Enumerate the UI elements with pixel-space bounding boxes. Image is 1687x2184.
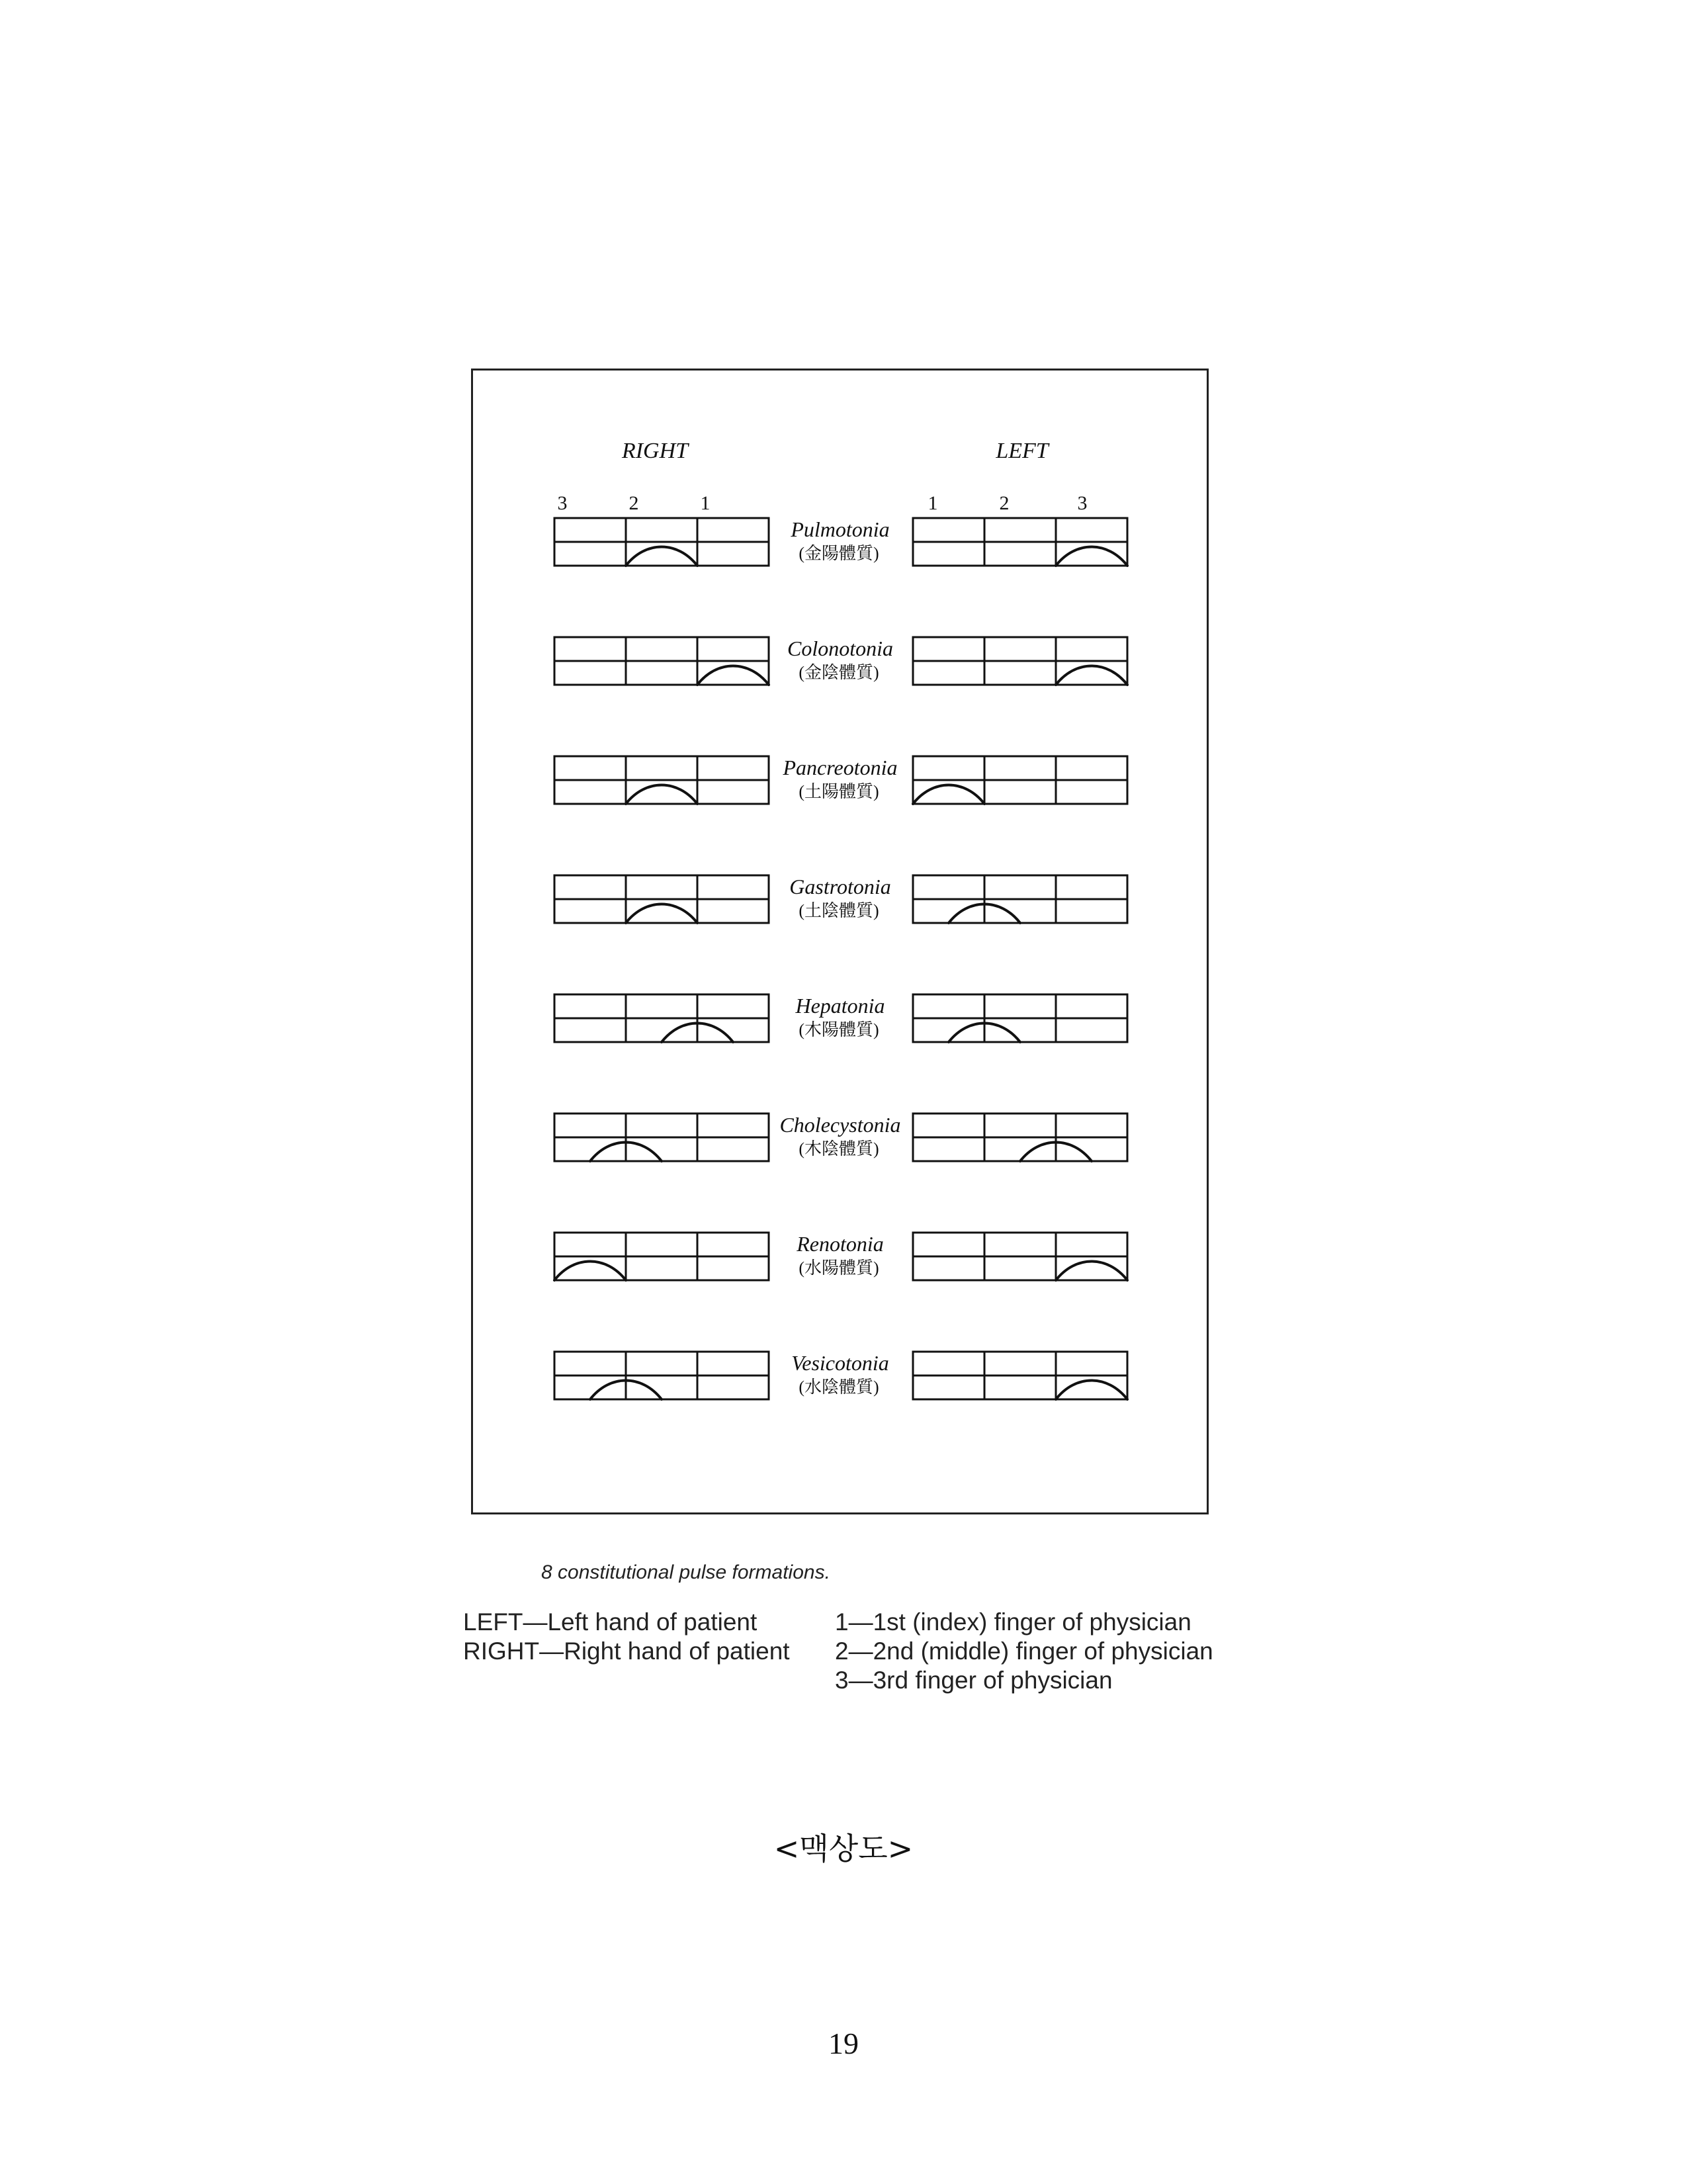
left-pulse-wave — [1056, 666, 1127, 685]
legend-item: LEFT—Left hand of patient — [463, 1608, 757, 1636]
constitution-name: Hepatonia — [795, 994, 885, 1018]
right-hand-box — [554, 875, 769, 923]
legend-item: 2—2nd (middle) finger of physician — [835, 1638, 1213, 1665]
left-pulse-wave — [1056, 1381, 1127, 1400]
constitution-hanja: (土陽體質) — [799, 782, 879, 801]
pulse-row — [554, 1113, 1127, 1161]
left-hand-box — [913, 1114, 1127, 1161]
right-hand-box — [554, 756, 769, 804]
right-hand-box — [554, 1352, 769, 1399]
constitution-name: Vesicotonia — [791, 1351, 889, 1375]
left-hand-label: LEFT — [996, 439, 1049, 463]
constitution-hanja: (木陽體質) — [799, 1020, 879, 1039]
right-hand-label: RIGHT — [621, 439, 689, 463]
figure-subtitle: <맥상도> — [773, 1831, 914, 1866]
legend-hands — [463, 1608, 790, 1666]
pulse-row — [554, 875, 1127, 923]
constitution-hanja: (土陰體質) — [799, 901, 879, 920]
right-hand-box — [554, 994, 769, 1042]
left-pulse-wave — [913, 785, 984, 805]
constitution-name: Colonotonia — [787, 636, 894, 660]
finger-number-left: 3 — [1077, 492, 1088, 514]
left-hand-box — [913, 518, 1127, 566]
constitution-hanja: (木陰體質) — [799, 1139, 879, 1158]
right-pulse-wave — [626, 785, 697, 805]
constitution-name: Gastrotonia — [789, 875, 891, 898]
right-pulse-wave — [554, 1262, 626, 1281]
right-hand-box — [554, 518, 769, 566]
legend-fingers — [835, 1608, 1213, 1695]
legend-item: 1—1st (index) finger of physician — [835, 1608, 1191, 1636]
right-hand-box — [554, 1233, 769, 1280]
figure-caption: 8 constitutional pulse formations. — [541, 1561, 830, 1583]
left-hand-box — [913, 1233, 1127, 1280]
right-pulse-wave — [697, 666, 769, 685]
pulse-row — [554, 517, 1127, 566]
constitution-name: Cholecystonia — [779, 1113, 901, 1137]
finger-number-left: 1 — [928, 492, 938, 514]
finger-number-right: 2 — [628, 492, 639, 514]
finger-number-right: 1 — [700, 492, 711, 514]
left-pulse-wave — [1056, 547, 1127, 566]
left-hand-box — [913, 1352, 1127, 1399]
pulse-row — [554, 1351, 1127, 1399]
left-hand-box — [913, 994, 1127, 1042]
constitution-hanja: (金陰體質) — [799, 663, 879, 682]
finger-numbers — [558, 492, 1088, 514]
pulse-row — [554, 994, 1127, 1042]
right-pulse-wave — [626, 904, 697, 924]
left-hand-box — [913, 756, 1127, 804]
pulse-row — [554, 636, 1127, 685]
legend-item: RIGHT—Right hand of patient — [463, 1638, 790, 1665]
legend-item: 3—3rd finger of physician — [835, 1667, 1113, 1694]
constitution-hanja: (金陽體質) — [799, 544, 879, 563]
right-hand-box — [554, 637, 769, 685]
right-hand-box — [554, 1114, 769, 1161]
left-hand-box — [913, 875, 1127, 923]
finger-number-left: 2 — [999, 492, 1010, 514]
pulse-row — [554, 1232, 1127, 1280]
constitution-hanja: (水陽體質) — [799, 1258, 879, 1278]
finger-number-right: 3 — [557, 492, 568, 514]
pulse-rows — [554, 517, 1127, 1399]
constitution-name: Renotonia — [797, 1232, 884, 1256]
constitution-name: Pulmotonia — [791, 517, 890, 541]
left-pulse-wave — [1056, 1262, 1127, 1281]
left-hand-box — [913, 637, 1127, 685]
pulse-row — [554, 756, 1127, 804]
constitution-name: Pancreotonia — [783, 756, 898, 779]
page-number: 19 — [828, 2027, 859, 2060]
right-pulse-wave — [626, 547, 697, 566]
constitution-hanja: (水陰體質) — [799, 1377, 879, 1397]
